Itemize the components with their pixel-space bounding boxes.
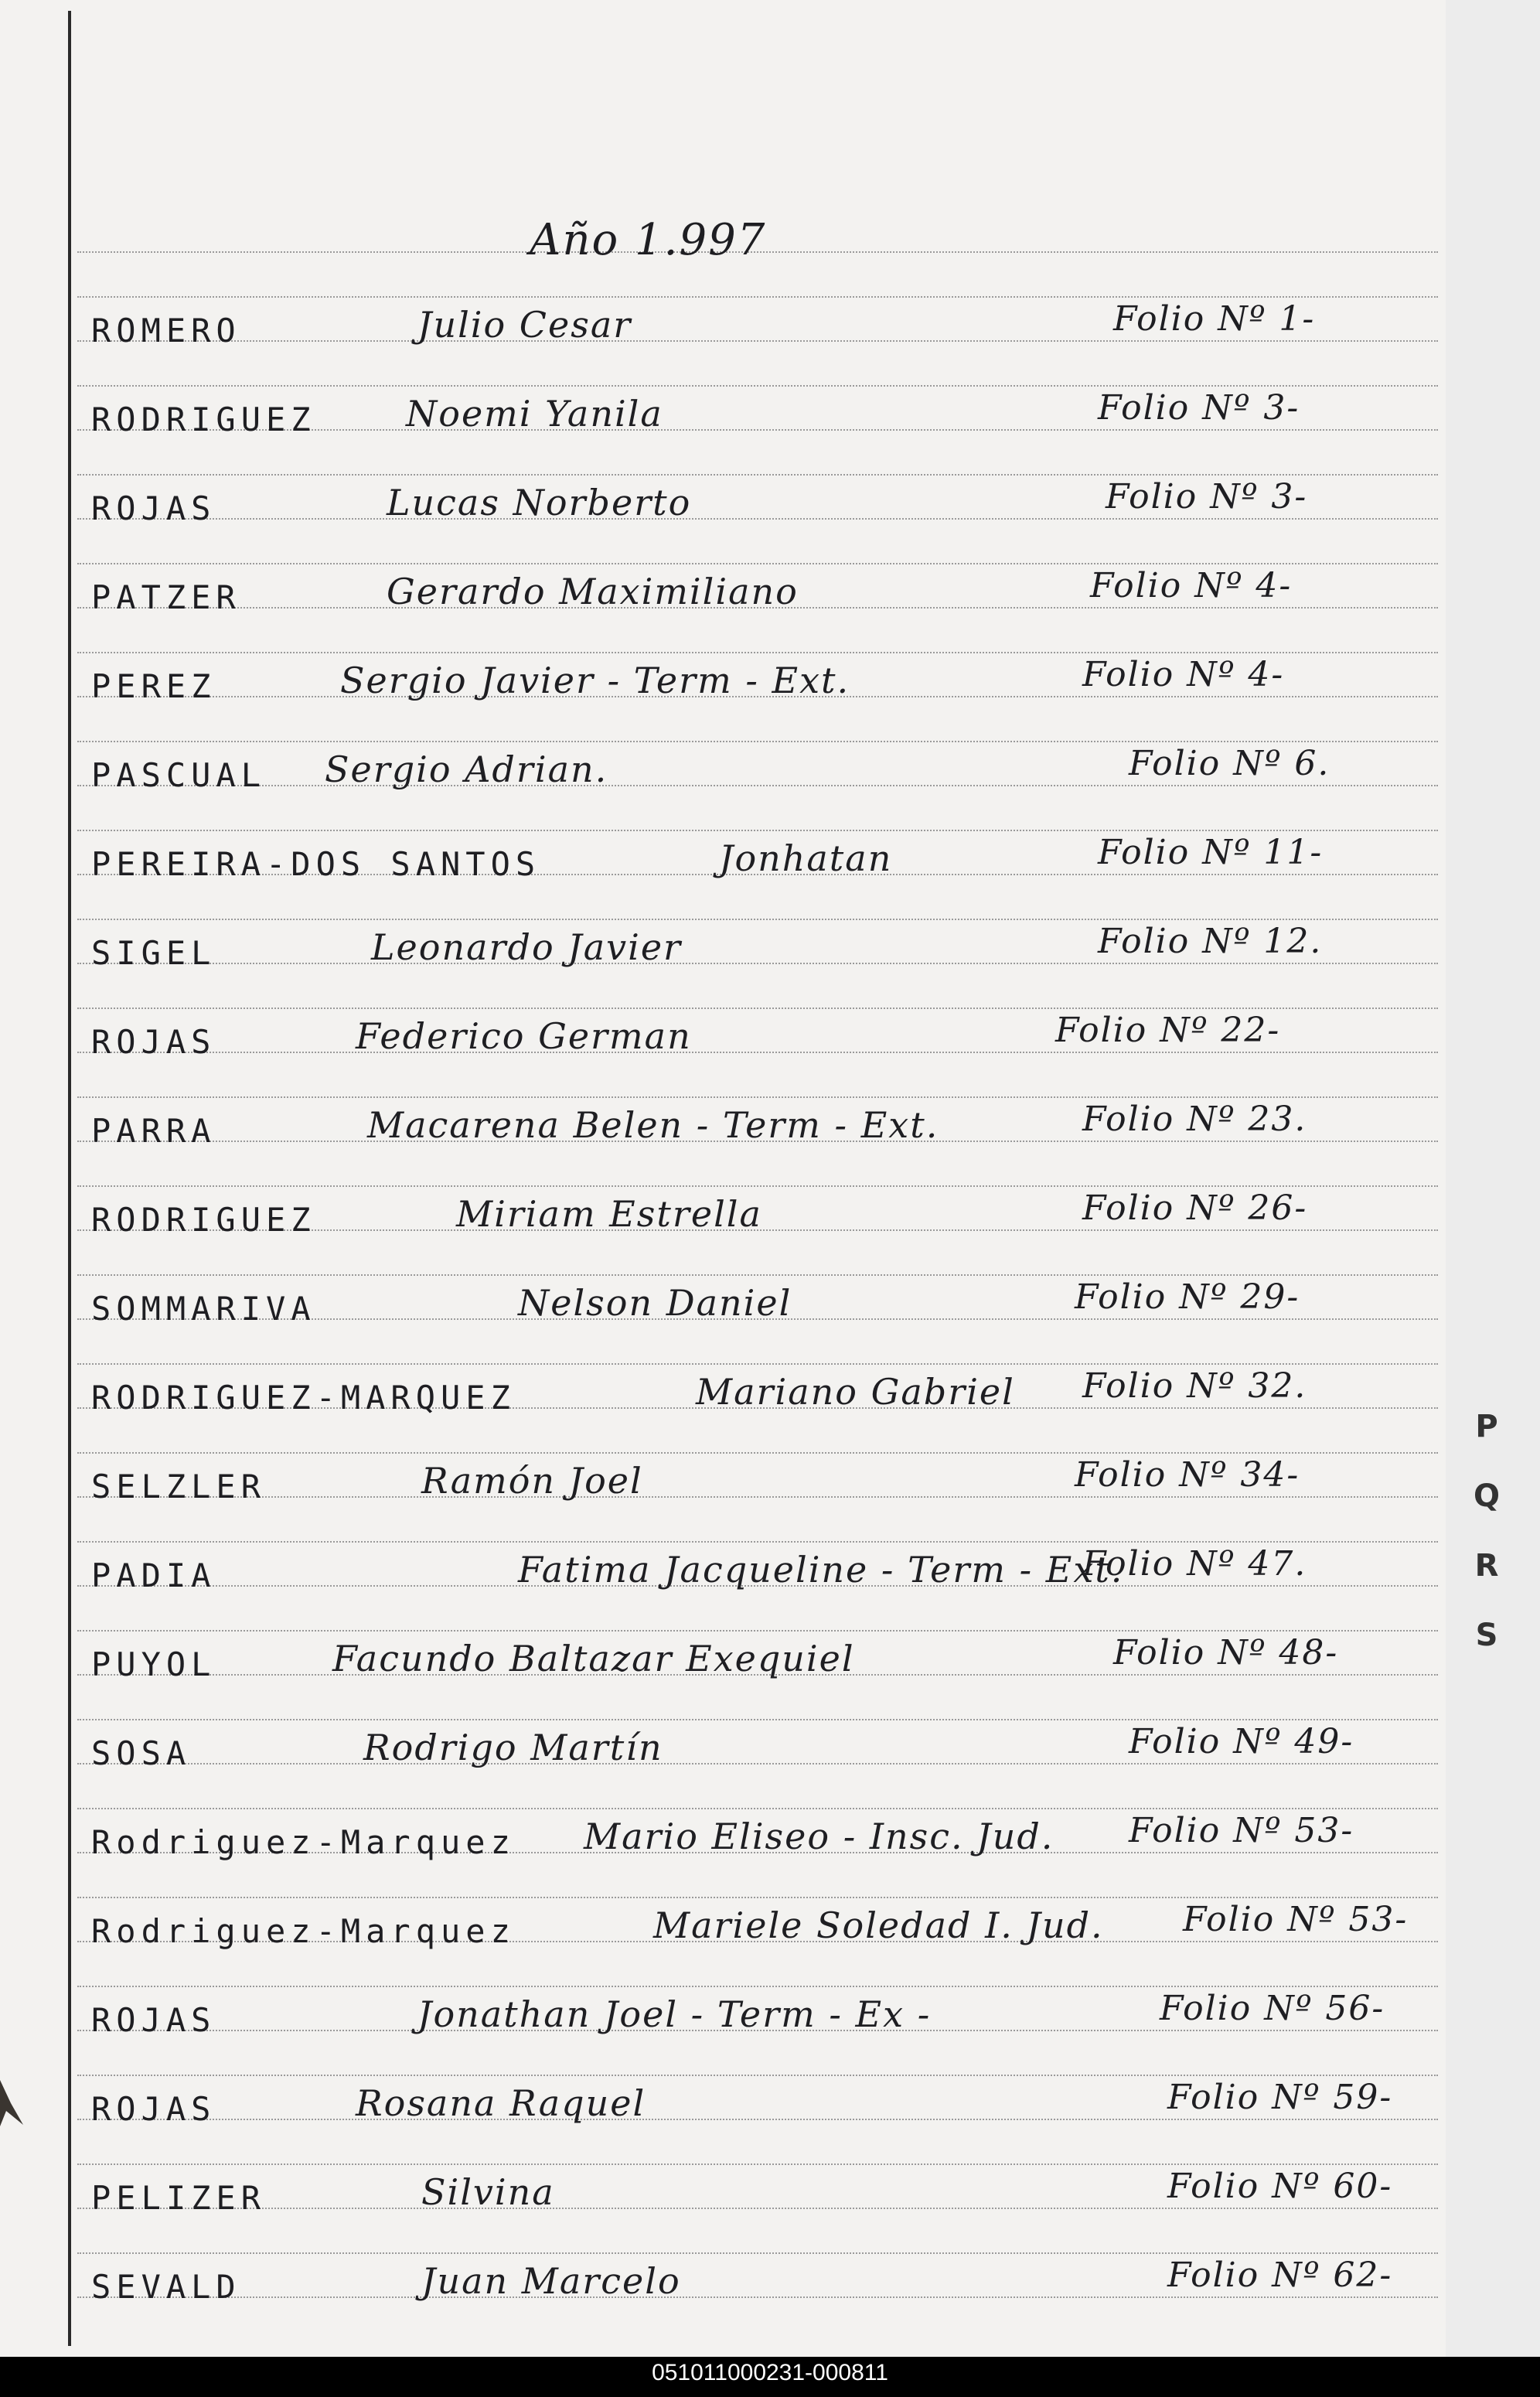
entry-given-names: Federico German (356, 1015, 692, 1057)
entry-folio: Folio Nº 53- (1183, 1900, 1409, 1939)
entry-surname: ROJAS (91, 2001, 216, 2039)
entry-surname: PUYOL (91, 1645, 216, 1683)
entry-folio: Folio Nº 59- (1167, 2078, 1393, 2117)
entry-surname: RODRIGUEZ (91, 401, 316, 438)
ruled-line (77, 830, 1438, 831)
ruled-line (77, 1052, 1438, 1053)
entry-folio: Folio Nº 11- (1098, 833, 1324, 872)
entry-folio: Folio Nº 3- (1106, 477, 1308, 517)
entry-folio: Folio Nº 3- (1098, 388, 1300, 428)
entry-given-names: Jonathan Joel - Term - Ex - (417, 1993, 932, 2035)
entry-surname: PADIA (91, 1557, 216, 1594)
entry-given-names: Juan Marcelo (421, 2260, 681, 2302)
entry-surname: PEREZ (91, 667, 216, 705)
entry-given-names: Nelson Daniel (518, 1282, 792, 1324)
ruled-line (77, 1008, 1438, 1009)
entry-surname: SOSA (91, 1734, 192, 1772)
page-title: Año 1.997 (530, 215, 767, 265)
ruled-line (77, 1808, 1438, 1809)
entry-folio: Folio Nº 29- (1075, 1277, 1300, 1317)
ruled-line (77, 296, 1438, 298)
entry-folio: Folio Nº 60- (1167, 2167, 1393, 2206)
ruled-line (77, 919, 1438, 920)
side-letter: Q (1473, 1478, 1500, 1514)
entry-folio: Folio Nº 22- (1055, 1011, 1281, 1050)
entry-given-names: Silvina (421, 2171, 555, 2213)
entry-surname: ROJAS (91, 1023, 216, 1061)
entry-surname: PEREIRA-DOS SANTOS (91, 845, 541, 883)
ruled-line (77, 2252, 1438, 2254)
ruled-line (77, 652, 1438, 653)
ruled-line (77, 1096, 1438, 1098)
ruled-line (77, 1719, 1438, 1720)
entry-surname: RODRIGUEZ (91, 1201, 316, 1239)
ruled-line (77, 1897, 1438, 1898)
entry-folio: Folio Nº 53- (1129, 1811, 1354, 1850)
entry-given-names: Mariele Soledad I. Jud. (653, 1904, 1104, 1946)
entry-given-names: Mario Eliseo - Insc. Jud. (584, 1816, 1054, 1857)
ruled-line (77, 1986, 1438, 1987)
entry-surname: Rodriguez-Marquez (91, 1912, 516, 1950)
entry-folio: Folio Nº 47. (1082, 1544, 1307, 1584)
entry-surname: ROJAS (91, 2090, 216, 2128)
entry-given-names: Macarena Belen - Term - Ext. (367, 1104, 939, 1146)
side-letter: R (1474, 1548, 1499, 1584)
ruled-line (77, 563, 1438, 564)
side-letter: P (1475, 1409, 1498, 1444)
entry-surname: PASCUAL (91, 756, 267, 794)
entry-given-names: Facundo Baltazar Exequiel (332, 1638, 855, 1679)
side-letter: S (1475, 1618, 1498, 1653)
entry-folio: Folio Nº 62- (1167, 2255, 1393, 2295)
entry-folio: Folio Nº 49- (1129, 1722, 1354, 1761)
ruled-line (77, 1452, 1438, 1454)
entry-given-names: Noemi Yanila (406, 393, 663, 435)
ruled-line (77, 1763, 1438, 1765)
entry-given-names: Ramón Joel (421, 1460, 643, 1502)
ruled-line (77, 474, 1438, 476)
entry-folio: Folio Nº 48- (1113, 1633, 1339, 1672)
ruled-line (77, 2119, 1438, 2120)
entry-given-names: Julio Cesar (417, 304, 632, 346)
ruled-line (77, 1541, 1438, 1543)
entry-surname: ROJAS (91, 489, 216, 527)
entry-given-names: Lucas Norberto (387, 482, 692, 523)
entry-folio: Folio Nº 6. (1129, 744, 1330, 783)
ruled-line (77, 1496, 1438, 1498)
entry-given-names: Jonhatan (719, 837, 893, 879)
binding-mark (0, 2080, 23, 2126)
entry-folio: Folio Nº 4- (1090, 566, 1293, 605)
ruled-line (77, 2296, 1438, 2298)
entry-folio: Folio Nº 4- (1082, 655, 1285, 694)
entry-surname: ROMERO (91, 312, 241, 349)
entry-surname: SELZLER (91, 1468, 267, 1505)
ruled-line (77, 340, 1438, 342)
entry-folio: Folio Nº 12. (1098, 922, 1323, 961)
margin-line (68, 11, 71, 2346)
entry-surname: SIGEL (91, 934, 216, 972)
entry-surname: RODRIGUEZ-MARQUEZ (91, 1379, 516, 1417)
entry-given-names: Rosana Raquel (356, 2082, 646, 2124)
entry-surname: PARRA (91, 1112, 216, 1150)
ruled-line (77, 963, 1438, 964)
entry-given-names: Sergio Javier - Term - Ext. (340, 660, 850, 701)
ruled-line (77, 785, 1438, 786)
entry-folio: Folio Nº 23. (1082, 1100, 1307, 1139)
entry-given-names: Rodrigo Martín (363, 1727, 663, 1768)
entry-folio: Folio Nº 32. (1082, 1366, 1307, 1406)
ruled-line (77, 2075, 1438, 2076)
entry-surname: Rodriguez-Marquez (91, 1823, 516, 1861)
entry-given-names: Mariano Gabriel (696, 1371, 1015, 1413)
document-code: 051011000231-000811 (652, 2360, 888, 2385)
entry-surname: SOMMARIVA (91, 1290, 316, 1328)
entry-surname: SEVALD (91, 2268, 241, 2306)
side-tab-letters (1467, 1392, 1506, 1670)
ruled-line (77, 2163, 1438, 2165)
entry-folio: Folio Nº 26- (1082, 1188, 1308, 1228)
entry-surname: PATZER (91, 578, 241, 616)
ruled-line (77, 518, 1438, 520)
entry-given-names: Sergio Adrian. (325, 748, 608, 790)
entry-folio: Folio Nº 34- (1075, 1455, 1300, 1495)
ruled-line (77, 1630, 1438, 1632)
ruled-line (77, 1274, 1438, 1276)
ruled-line (77, 741, 1438, 742)
entry-surname: PELIZER (91, 2179, 267, 2217)
ruled-line (77, 385, 1438, 387)
entry-folio: Folio Nº 56- (1160, 1989, 1385, 2028)
entry-given-names: Leonardo Javier (371, 926, 683, 968)
entry-given-names: Fatima Jacqueline - Term - Ext. (518, 1549, 1124, 1591)
entry-given-names: Gerardo Maximiliano (387, 571, 799, 612)
ruled-line (77, 1185, 1438, 1187)
ruled-line (77, 2208, 1438, 2209)
ruled-line (77, 1363, 1438, 1365)
entry-given-names: Miriam Estrella (456, 1193, 762, 1235)
entry-folio: Folio Nº 1- (1113, 299, 1316, 339)
